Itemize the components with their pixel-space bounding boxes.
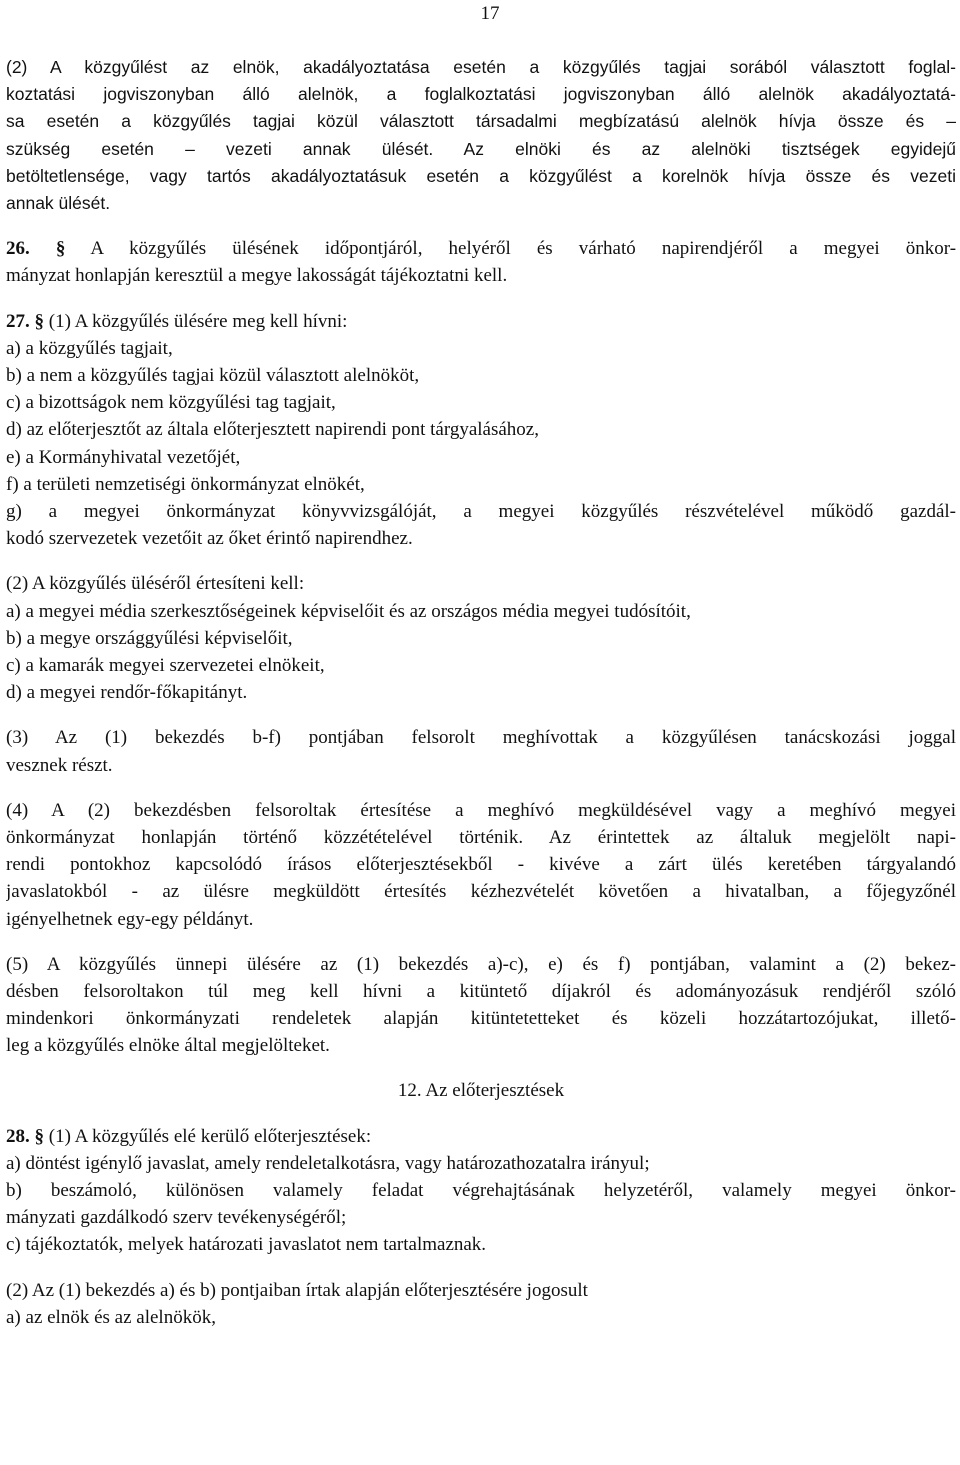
text-line: [6, 136, 956, 163]
text-line: koztatási jogviszonyban álló alelnök, a foglalkoztatási jogviszonyban álló alelnök akadályoztatá-: [6, 84, 956, 105]
text-line: annak ülését.: [6, 192, 111, 213]
text-line: (2) Az (1) bekezdés a) és b) pontjaiban írtak alapján előterjesztésére jogosult: [6, 1279, 588, 1301]
list-item: d) az előterjesztőt az általa előterjesztett napirendi pont tárgyalásához,: [6, 419, 539, 441]
text-line: (3) Az (1) bekezdés b-f) pontjában felsorolt meghívottak a közgyűlésen tanácskozási joggal: [6, 727, 956, 749]
text-line: [6, 308, 956, 335]
list-item: c) tájékoztatók, melyek határozati javaslatot nem tartalmaznak.: [6, 1234, 487, 1256]
text-fragment: Az elnöki és az alelnöki tisztségek egyidejű: [463, 138, 956, 159]
text-line: sa esetén a közgyűlés tagjai közül választott társadalmi megbízatású alelnök hívja össze és –: [6, 111, 956, 132]
text-line: [6, 1123, 956, 1150]
text-line: vesznek részt.: [6, 754, 113, 776]
section-27-3: [6, 724, 956, 778]
list-item: a) a közgyűlés tagjait,: [6, 337, 173, 359]
text-line: (4) A (2) bekezdésben felsoroltak értesítése a meghívó megküldésével vagy a meghívó megyei: [6, 799, 956, 821]
text-line: désben felsoroltakon túl meg kell hívni a kitüntető díjakról és adományozásuk rendjéről szóló: [6, 980, 956, 1002]
list-item: b) beszámoló, különösen valamely feladat végrehajtásának helyzetéről, valamely megyei önkor-: [6, 1180, 956, 1202]
section-28-2: [6, 1277, 956, 1331]
section-27-2: [6, 570, 956, 706]
text-line: mindenkori önkormányzati rendeletek alapján kitüntetetteket és közeli hozzátartozójukat, illető-: [6, 1008, 956, 1030]
list-item: c) a bizottságok nem közgyűlési tag tagjait,: [6, 392, 336, 414]
section-27-1: [6, 308, 956, 553]
list-item: mányzati gazdálkodó szerv tevékenységéről;: [6, 1207, 347, 1229]
text-line: betöltetlensége, vagy tartós akadályoztatásuk esetén a közgyűlést a korelnök hívja össze és vezeti: [6, 165, 956, 186]
list-item: d) a megyei rendőr-főkapitányt.: [6, 682, 248, 704]
document-page: [6, 0, 956, 1465]
text-fragment: (1) A közgyűlés ülésére meg kell hívni:: [48, 310, 348, 332]
text-line: mányzat honlapján keresztül a megye lakosságát tájékoztatni kell.: [6, 265, 508, 287]
list-item: a) a megyei média szerkesztőségeinek képviselőit és az országos média megyei tudósítóit,: [6, 600, 691, 622]
paragraph-25-2: [6, 54, 956, 217]
list-item: a) az elnök és az alelnökök,: [6, 1306, 216, 1328]
list-item: e) a Kormányhivatal vezetőjét,: [6, 446, 241, 468]
section-number: 26. §: [6, 238, 66, 260]
text-line: javaslatokból - az ülésre megküldött értesítés kézhezvételét követően a hivatalban, a főjegyzőnél: [6, 881, 956, 903]
section-number: 28. §: [6, 1125, 44, 1147]
text-line: önkormányzat honlapján történő közzétételével történik. Az érintettek az általuk megjelölt napi-: [6, 826, 956, 848]
section-27-5: [6, 951, 956, 1060]
list-item: kodó szervezetek vezetőit az őket érintő napirendhez.: [6, 528, 413, 550]
section-28-1: [6, 1123, 956, 1259]
section-27-4: [6, 797, 956, 933]
text-line: [6, 235, 956, 262]
list-item: c) a kamarák megyei szervezetei elnökeit,: [6, 654, 325, 676]
text-fragment: A közgyűlés ülésének időpontjáról, helyéről és várható napirendjéről a megyei önkor-: [90, 238, 956, 260]
list-item: b) a nem a közgyűlés tagjai közül választott alelnököt,: [6, 364, 420, 386]
text-line: (5) A közgyűlés ünnepi ülésére az (1) bekezdés a)-c), e) és f) pontjában, valamint a (2) bekez-: [6, 953, 956, 975]
list-item: g) a megyei önkormányzat könyvvizsgálóját, a megyei közgyűlés részvételével működő gazdál-: [6, 500, 956, 522]
section-26: [6, 235, 956, 289]
chapter-heading: 12. Az előterjesztések: [397, 1080, 565, 1102]
list-item: f) a területi nemzetiségi önkormányzat elnökét,: [6, 473, 365, 495]
document-body: [6, 54, 956, 1331]
text-fragment: (1) A közgyűlés elé kerülő előterjesztések:: [48, 1125, 372, 1147]
text-line: (2) A közgyűlés üléséről értesíteni kell:: [6, 573, 305, 595]
page-number: 17: [480, 3, 500, 24]
list-item: a) döntést igénylő javaslat, amely rendeletalkotásra, vagy határozathozatalra irányul;: [6, 1152, 650, 1174]
text-line: leg a közgyűlés elnöke által megjelölteket.: [6, 1035, 330, 1057]
list-item: b) a megye országgyűlési képviselőit,: [6, 627, 293, 649]
text-line: rendi pontokhoz kapcsolódó írásos előterjesztésekből - kivéve a zárt ülés keretében tárgyalandó: [6, 854, 956, 876]
text-fragment: szükség esetén – vezeti annak ülését.: [6, 138, 434, 159]
section-number: 27. §: [6, 310, 44, 332]
text-line: igényelhetnek egy-egy példányt.: [6, 908, 254, 930]
text-line: (2) A közgyűlést az elnök, akadályoztatása esetén a közgyűlés tagjai sorából választott foglal-: [6, 57, 956, 77]
